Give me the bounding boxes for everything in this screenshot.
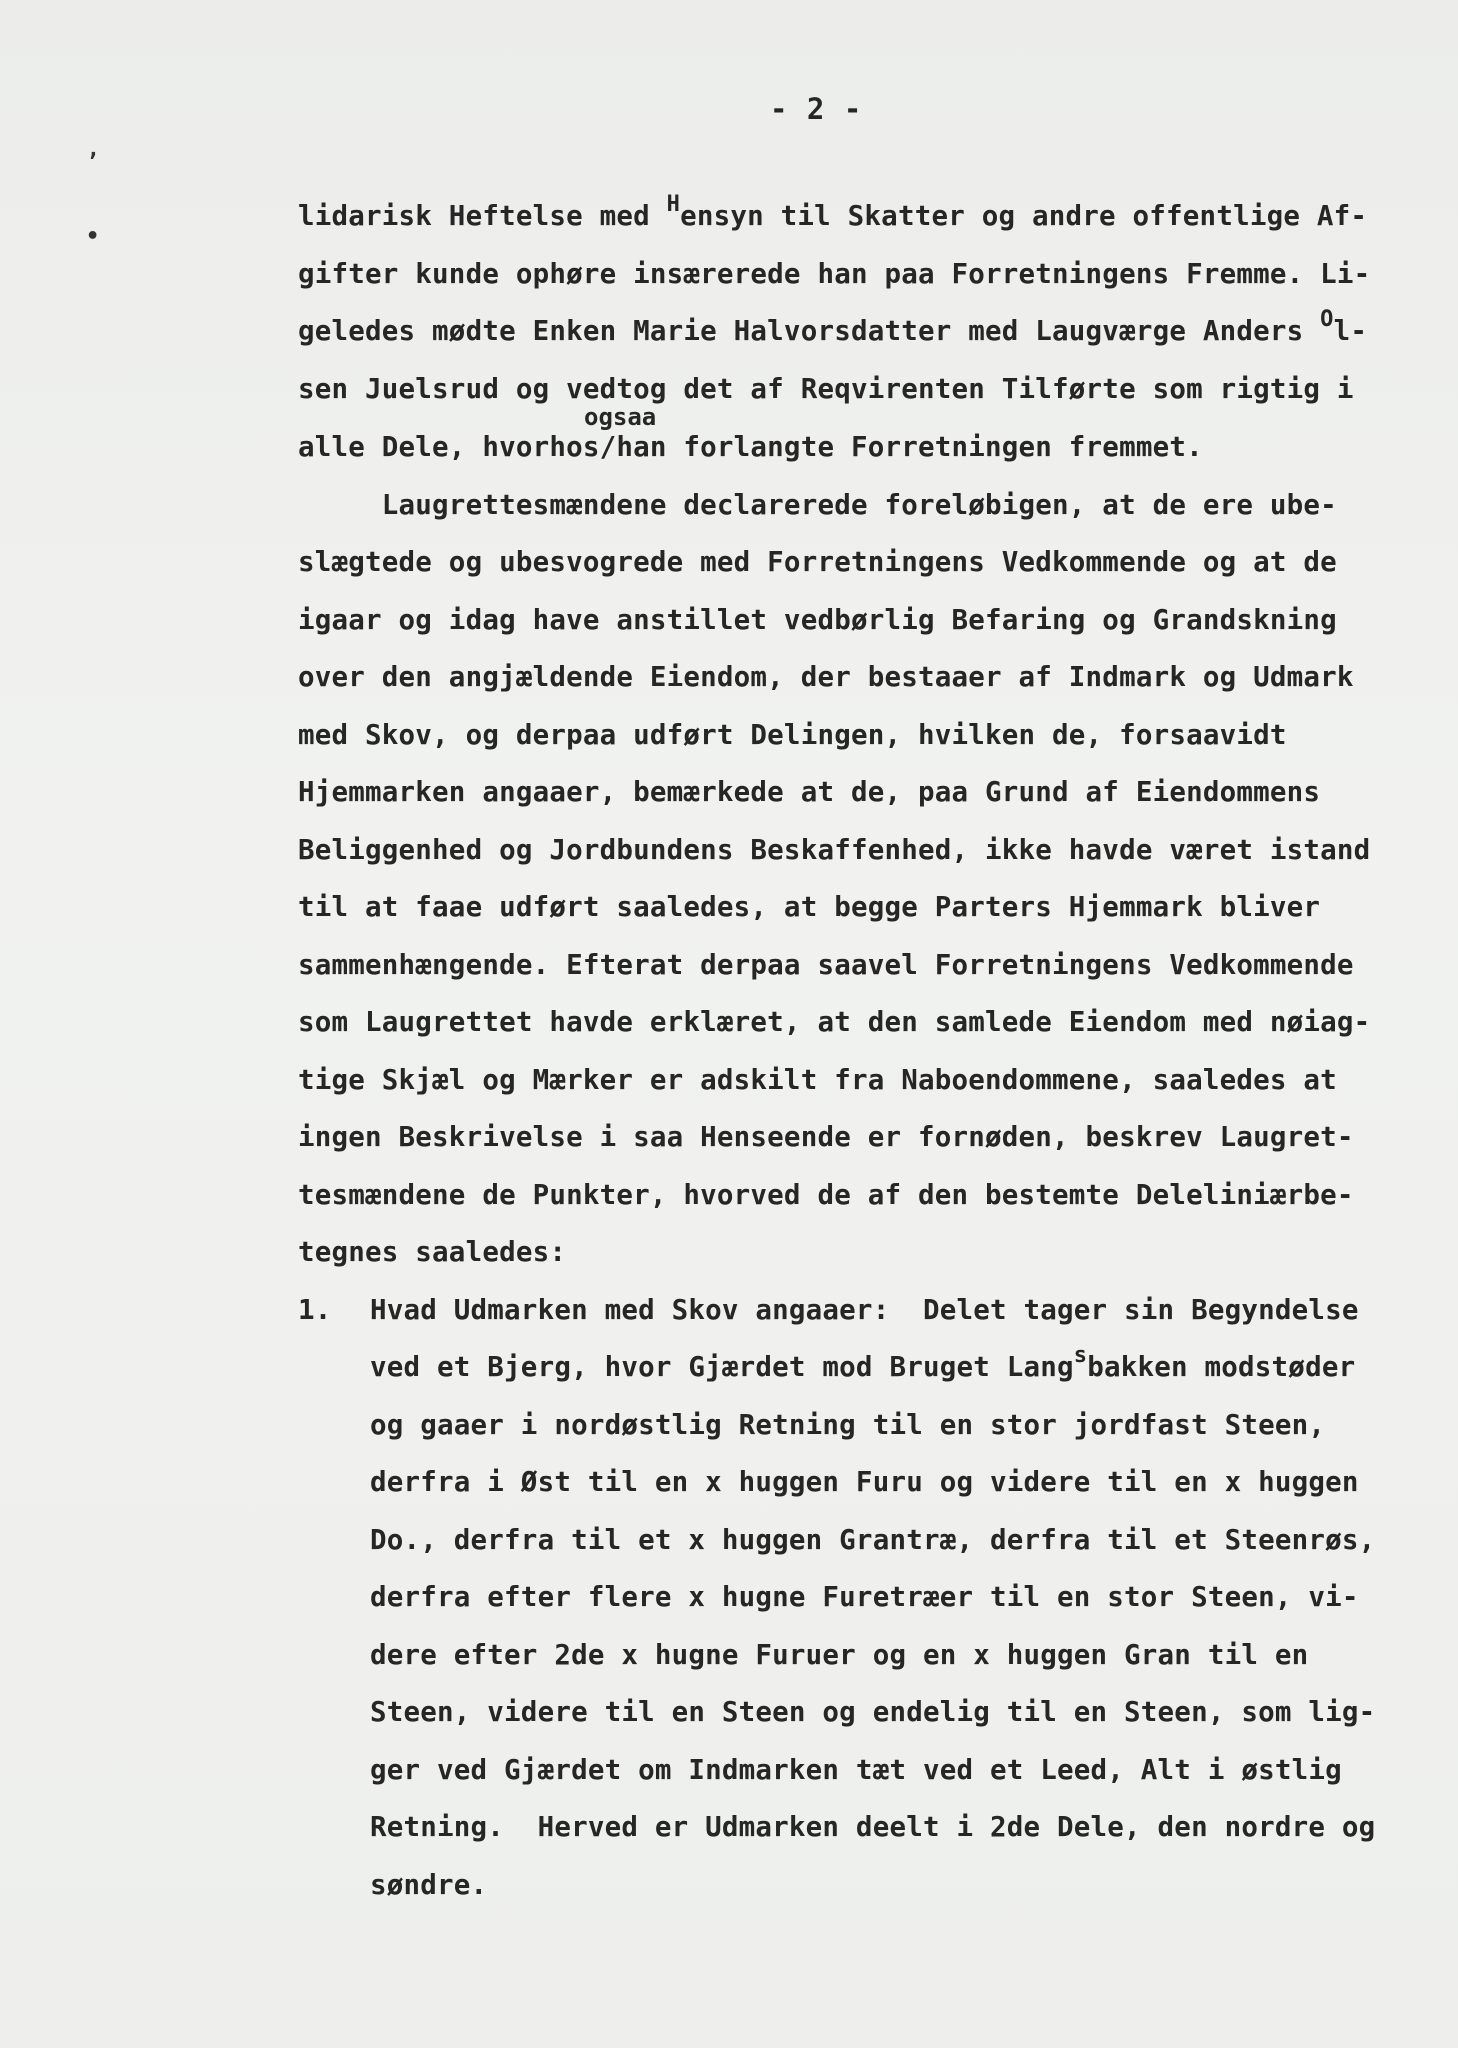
text-line: tesmændene de Punkter, hvorved de af den bestemte Deleliniærbe- [298, 1179, 1354, 1211]
text-line: Beliggenhed og Jordbundens Beskaffenhed, ikke havde været istand [298, 834, 1371, 866]
text-segment: l- [1333, 315, 1368, 347]
handwritten-insertion: ogsaa [584, 403, 657, 431]
text-segment: ved et Bjerg, hvor Gjærdet mod Bruget Lang [370, 1351, 1074, 1383]
text-segment: geledes mødte Enken Marie Halvorsdatter med Laugværge Anders [298, 315, 1321, 347]
text-line: derfra i Øst til en x huggen Furu og videre til en x huggen [370, 1466, 1359, 1498]
text-line: Steen, videre til en Steen og endelig til en Steen, som lig- [370, 1696, 1376, 1728]
text-line: Retning. Herved er Udmarken deelt i 2de Dele, den nordre og [370, 1811, 1376, 1843]
text-line [370, 1343, 1356, 1383]
margin-mark: • [86, 224, 100, 249]
text-line: derfra efter flere x hugne Furetræer til en stor Steen, vi- [370, 1581, 1359, 1613]
text-line: søndre. [370, 1869, 488, 1901]
text-line: ingen Beskrivelse i saa Henseende er fornøden, beskrev Laugret- [298, 1121, 1354, 1153]
text-line: tegnes saaledes: [298, 1236, 567, 1268]
text-line: alle Dele, hvorhos/han forlangte Forretningen fremmet. [298, 431, 1203, 463]
text-line: til at faae udført saaledes, at begge Parters Hjemmark bliver [298, 891, 1321, 923]
text-line: ger ved Gjærdet om Indmarken tæt ved et Leed, Alt i østlig [370, 1754, 1342, 1786]
text-line: sammenhængende. Efterat derpaa saavel Forretningens Vedkommende [298, 949, 1354, 981]
text-line: sen Juelsrud og vedtog det af Reqvirenten Tilførte som rigtig i [298, 373, 1354, 405]
text-segment: ensyn til Skatter og andre offentlige Af- [680, 200, 1368, 232]
superscript-letter: H [666, 192, 681, 217]
page-number: - 2 - [770, 92, 863, 126]
text-line: som Laugrettet havde erklæret, at den samlede Eiendom med nøiag- [298, 1006, 1371, 1038]
text-line: igaar og idag have anstillet vedbørlig Befaring og Grandskning [298, 604, 1337, 636]
text-segment: lidarisk Heftelse med [298, 200, 667, 232]
text-line: Hvad Udmarken med Skov angaaer: Delet tager sin Begyndelse [370, 1294, 1359, 1326]
item-number: 1. [298, 1294, 332, 1326]
margin-mark: ʼ [86, 150, 100, 175]
text-line: Laugrettesmændene declarerede foreløbigen, at de ere ube- [298, 489, 1337, 521]
text-line: Hjemmarken angaaer, bemærkede at de, paa Grund af Eiendommens [298, 776, 1321, 808]
superscript-letter: O [1320, 307, 1334, 332]
text-line: og gaaer i nordøstlig Retning til en stor jordfast Steen, [370, 1409, 1326, 1441]
text-line: gifter kunde ophøre insærerede han paa Forretningens Fremme. Li- [298, 258, 1371, 290]
superscript-letter: s [1073, 1343, 1088, 1368]
text-line: tige Skjæl og Mærker er adskilt fra Naboendommene, saaledes at [298, 1064, 1337, 1096]
text-line: Do., derfra til et x huggen Grantræ, derfra til et Steenrøs, [370, 1524, 1376, 1556]
text-line [298, 192, 1368, 232]
text-line: over den angjældende Eiendom, der bestaaer af Indmark og Udmark [298, 661, 1354, 693]
text-segment: bakken modstøder [1087, 1351, 1356, 1383]
text-line: med Skov, og derpaa udført Delingen, hvilken de, forsaavidt [298, 719, 1287, 751]
text-line: slægtede og ubesvogrede med Forretningens Vedkommende og at de [298, 546, 1337, 578]
text-line: dere efter 2de x hugne Furuer og en x huggen Gran til en [370, 1639, 1309, 1671]
text-line [298, 307, 1368, 347]
